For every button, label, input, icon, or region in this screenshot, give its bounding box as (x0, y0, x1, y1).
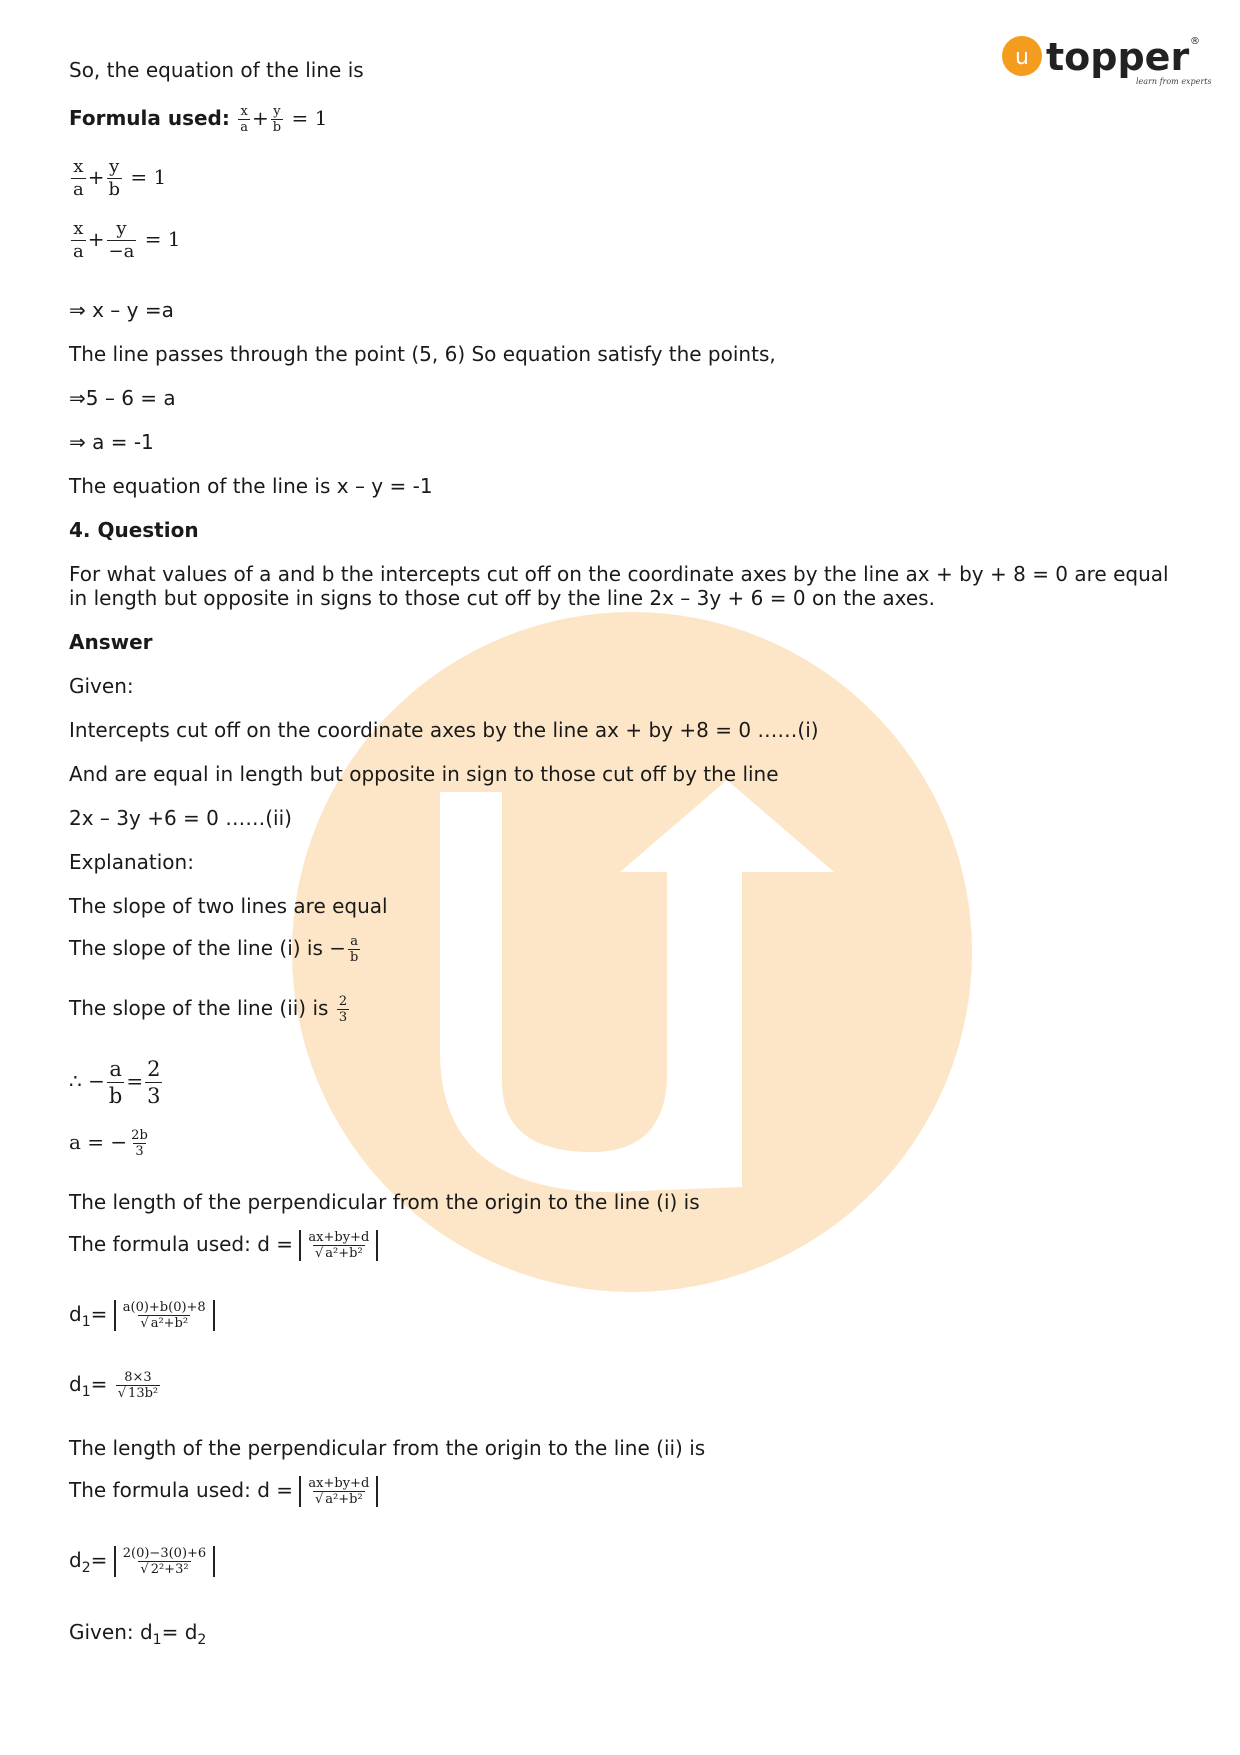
a-value-equation: a = − $\frac{2b}{3}$ (69, 1128, 148, 1159)
text-line: The line passes through the point (5, 6) So equation satisfy the points, (69, 342, 776, 366)
formula-used-line (69, 104, 327, 135)
slope-line-ii: The slope of the line (ii) is $\frac{2}{3}$ (69, 994, 348, 1025)
brand-logo (1000, 30, 1212, 90)
svg-text:u: u (1015, 45, 1029, 70)
text-line: ⇒ x – y =a (69, 298, 174, 322)
equation-xa-yb: $\frac{x}{a}$ + $\frac{y}{b}$ = 1 (73, 156, 167, 200)
slope-line-i: The slope of the line (i) is − $\frac{a}{b}$ (69, 934, 362, 965)
intercept-formula: $\frac{x}{a}$ + $\frac{y}{b}$ = 1 (240, 104, 328, 135)
text-line: So, the equation of the line is (69, 58, 364, 82)
slope-equality: ∴ − $\frac{a}{b}$ = $\frac{2}{3}$ (69, 1057, 161, 1108)
text-line: The equation of the line is x – y = -1 (69, 474, 433, 498)
question-heading: 4. Question (69, 518, 199, 542)
svg-text:®: ® (1190, 36, 1200, 47)
svg-text:topper: topper (1046, 35, 1190, 79)
slope-i-value: − $\frac{a}{b}$ (329, 934, 359, 965)
distance-formula-2: $\frac{ax+by+d}{\text{√ a²+b²}}$ (299, 1476, 378, 1507)
topper-logo-icon (1000, 30, 1212, 90)
d1-formula: $d_1=$ $\frac{a(0)+b(0)+8}{\text{√ a²+b²}}$ (69, 1300, 215, 1334)
text-line: The length of the perpendicular from the origin to the line (i) is (69, 1190, 700, 1214)
text-line: 2x – 3y +6 = 0 ……(ii) (69, 806, 292, 830)
text-line: Explanation: (69, 850, 194, 874)
formula-distance-line: The formula used: d = $\frac{ax+by+d}{\text{√ a²+b²}}$ (69, 1230, 378, 1261)
text-line: ⇒5 – 6 = a (69, 386, 176, 410)
text-line: Intercepts cut off on the coordinate axes by the line ax + by +8 = 0 ……(i) (69, 718, 819, 742)
svg-text:learn from experts: learn from experts (1136, 77, 1212, 86)
text-line: The length of the perpendicular from the origin to the line (ii) is (69, 1436, 706, 1460)
equation-xa-y-neg-a: $\frac{x}{a}$ + $\frac{y}{-a}$ = 1 (73, 218, 181, 262)
given-d1-d2: Given: $d_1= d_2$ (69, 1620, 207, 1648)
text-line: The slope of two lines are equal (69, 894, 388, 918)
slope-ii-value: $\frac{2}{3}$ (338, 994, 348, 1025)
question-text: For what values of a and b the intercepts cut off on the coordinate axes by the line ax + by + 8 = 0 are equal in length but opposite in signs to those cut off by the line 2x – 3y + 6 = 0 on the axes. (69, 562, 1169, 610)
formula-distance-line-2: The formula used: d = $\frac{ax+by+d}{\text{√ a²+b²}}$ (69, 1476, 378, 1507)
text-line: Given: (69, 674, 134, 698)
text-line: And are equal in length but opposite in sign to those cut off by the line (69, 762, 779, 786)
text-line: ⇒ a = -1 (69, 430, 154, 454)
formula-label: Formula used: (69, 106, 230, 130)
d2-formula: $d_2=$ $\frac{2(0)-3(0)+6}{\text{√ 2²+3²}}$ (69, 1546, 215, 1580)
answer-heading: Answer (69, 630, 153, 654)
distance-formula: $\frac{ax+by+d}{\text{√ a²+b²}}$ (299, 1230, 378, 1261)
d1-value: $d_1=$ $\frac{8\times 3}{\text{√ 13b²}}$ (69, 1370, 159, 1401)
